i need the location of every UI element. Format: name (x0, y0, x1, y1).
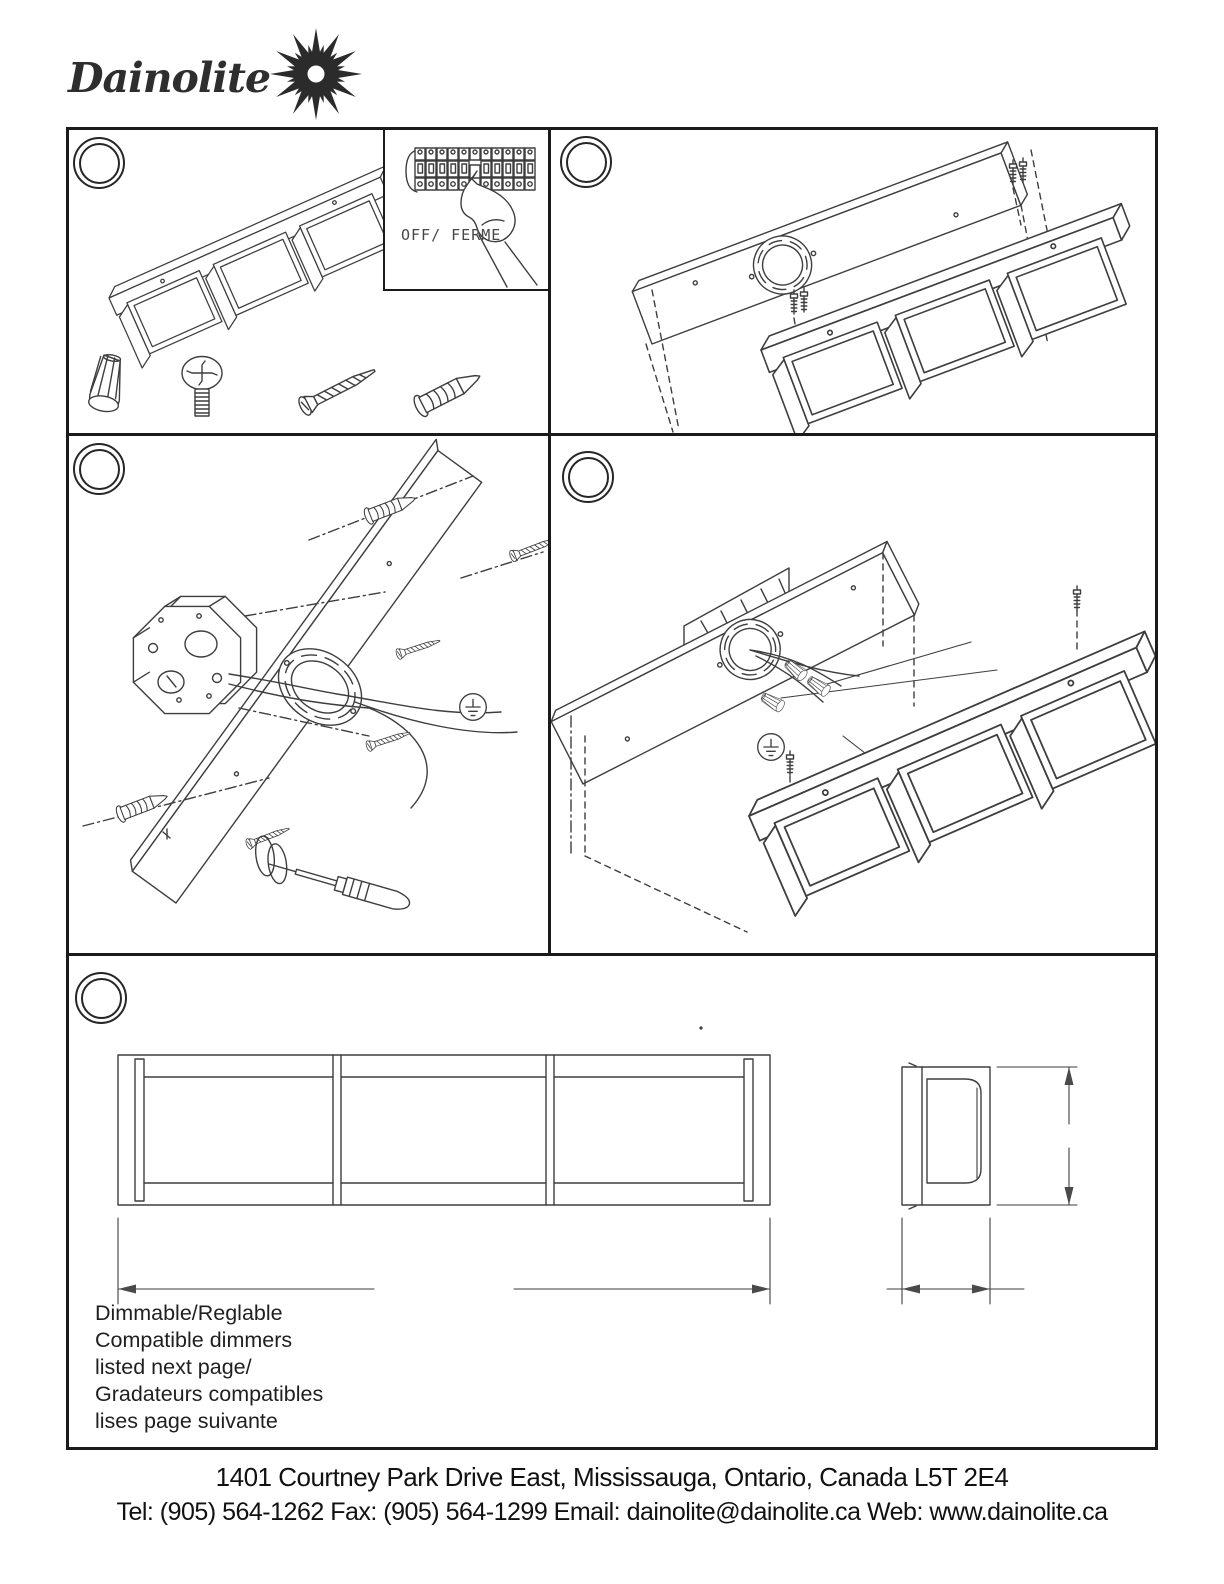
wood-screw-icon (245, 823, 291, 850)
screw-icon (1074, 586, 1081, 610)
wall-anchor-icon (411, 366, 485, 419)
step-indicator (75, 972, 127, 1024)
step-4-panel (551, 436, 1155, 953)
machine-screw-icon (182, 357, 222, 417)
step-indicator (73, 137, 125, 189)
step-2-panel (551, 130, 1155, 433)
step-5-panel (69, 956, 1155, 1446)
company-contact: Tel: (905) 564-1262 Fax: (905) 564-1299 Email: dainolite@dainolite.ca Web: www.dainolite.ca (116, 1498, 1108, 1526)
dimmable-note (95, 1300, 323, 1435)
step-indicator (560, 136, 612, 188)
note-line: Dimmable/Reglable (95, 1301, 283, 1325)
wire-nut-icon (759, 690, 786, 713)
breaker-off-label: OFF/ FERME (401, 226, 502, 244)
company-address: 1401 Courtney Park Drive East, Mississauga, Ontario, Canada L5T 2E4 (215, 1462, 1009, 1492)
step-2-drawing (551, 130, 1155, 433)
instruction-grid (66, 127, 1158, 1450)
screwdriver-icon (267, 855, 412, 913)
note-line: listed next page/ (95, 1355, 252, 1379)
side-depth-dimension (887, 1218, 1024, 1304)
side-height-dimension (997, 1067, 1077, 1205)
starburst-icon (264, 18, 368, 128)
step-1-panel (69, 130, 548, 433)
note-line: Compatible dimmers (95, 1328, 293, 1352)
step-3-panel (69, 436, 548, 953)
step-indicator (562, 451, 614, 503)
wood-screw-icon (365, 728, 412, 752)
mounting-plate-drawing (551, 542, 922, 784)
front-width-dimension (118, 1218, 770, 1304)
ground-symbol (758, 734, 785, 761)
side-view-drawing (902, 1063, 990, 1209)
wood-screw-icon (395, 636, 442, 660)
note-line: lises page suivante (95, 1409, 278, 1433)
wire-nut-icon (87, 352, 126, 413)
footer (0, 1462, 1224, 1527)
wood-screw-icon (508, 534, 548, 563)
screw-icon (787, 751, 794, 775)
junction-box-drawing (133, 596, 256, 713)
note-line: Gradateurs compatibles (95, 1382, 324, 1406)
breaker-inset (383, 130, 548, 291)
step-indicator (73, 443, 125, 495)
fixture-drawing (106, 166, 421, 369)
breaker-panel-drawing (385, 130, 547, 288)
step-4-drawing (551, 436, 1155, 953)
step-3-drawing (69, 436, 548, 953)
front-view-drawing (118, 1026, 770, 1205)
wood-screw-icon (296, 362, 379, 417)
ground-symbol (460, 694, 487, 721)
brand-name: Dainolite (68, 54, 271, 102)
